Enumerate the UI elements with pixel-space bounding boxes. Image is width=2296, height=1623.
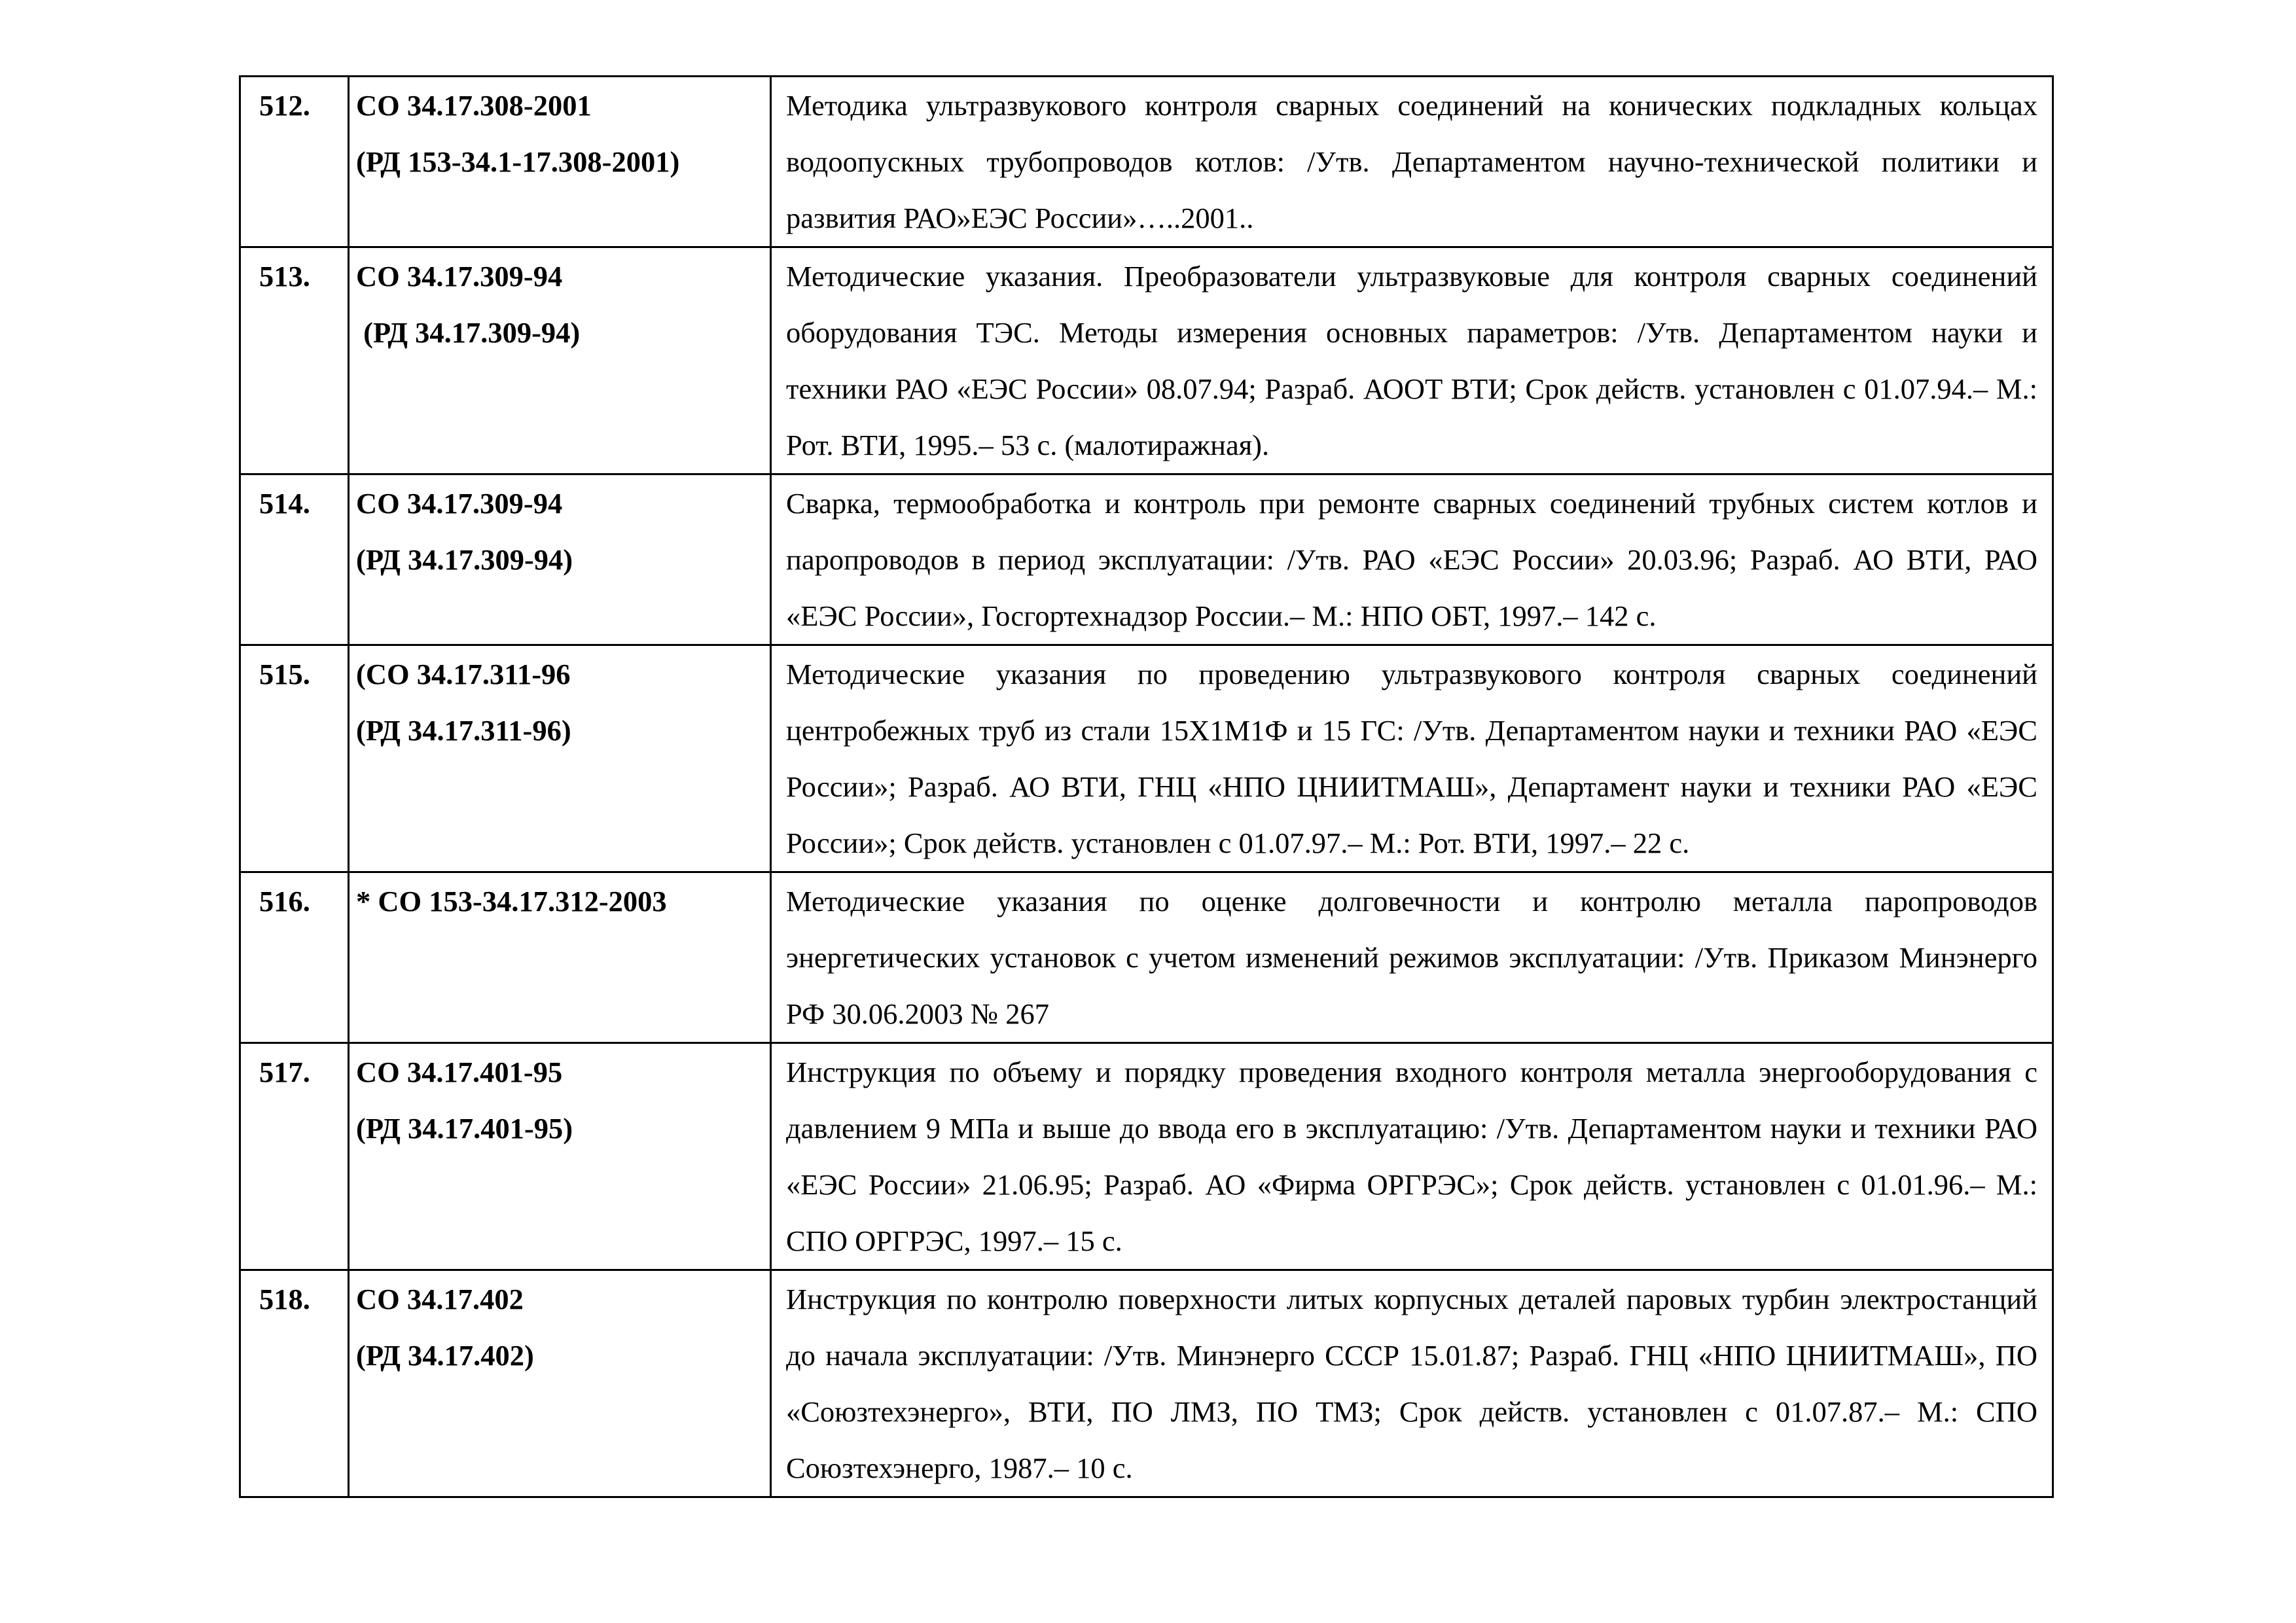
document-description: Инструкция по контролю поверхности литых корпусных деталей паровых турбин электростанций до начала эксплуатации: /Утв. Минэнерго СССР 15.01.87; Разраб. ГНЦ «НПО ЦНИИТМАШ», ПО «Союзтехэнерго», ВТИ, ПО ЛМЗ, ПО ТМЗ; Срок действ. установлен с 01.07.87.– М.: СПО Союзтехэнерго, 1987.– 10 с. [771,1270,2053,1497]
document-description: Методика ультразвукового контроля сварных соединений на конических подкладных кольцах водоопускных трубопроводов котлов: /Утв. Департаментом научно-технической политики и развития РАО»ЕЭС России»…..2001.. [771,77,2053,247]
document-description: Сварка, термообработка и контроль при ремонте сварных соединений трубных систем котлов и паропроводов в период эксплуатации: /Утв. РАО «ЕЭС России» 20.03.96; Разраб. АО ВТИ, РАО «ЕЭС России», Госгортехнадзор России.– М.: НПО ОБТ, 1997.– 142 с. [771,474,2053,645]
table-row [240,872,2053,1043]
document-code-line: (РД 34.17.401-95) [356,1112,573,1145]
table-row [240,247,2053,474]
standards-table-body [240,77,2053,1497]
standards-table [239,75,2054,1498]
entry-number: 512. [240,77,349,247]
entry-number: 518. [240,1270,349,1497]
entry-number: 514. [240,474,349,645]
document-code-cell [349,1043,771,1270]
document-code-line: СО 34.17.401-95 [356,1056,563,1088]
document-description: Инструкция по объему и порядку проведения входного контроля металла энергооборудования с давлением 9 МПа и выше до ввода его в эксплуатацию: /Утв. Департаментом науки и техники РАО «ЕЭС России» 21.06.95; Разраб. АО «Фирма ОРГРЭС»; Срок действ. установлен с 01.01.96.– М.: СПО ОРГРЭС, 1997.– 15 с. [771,1043,2053,1270]
document-code-line: (РД 153-34.1-17.308-2001) [356,145,680,178]
document-code-line: СО 34.17.308-2001 [356,89,592,122]
document-code-line: СО 34.17.309-94 [356,260,563,293]
document-code-line: (РД 34.17.402) [356,1339,534,1372]
document-code-cell [349,474,771,645]
table-row [240,1270,2053,1497]
document-code-line: СО 34.17.309-94 [356,487,563,520]
table-row [240,474,2053,645]
entry-number: 516. [240,872,349,1043]
document-code-cell [349,77,771,247]
document-code-line: СО 34.17.402 [356,1283,524,1315]
document-code-line: * СО 153-34.17.312-2003 [356,885,667,918]
entry-number: 515. [240,645,349,872]
document-description: Методические указания. Преобразователи ультразвуковые для контроля сварных соединений оборудования ТЭС. Методы измерения основных параметров: /Утв. Департаментом науки и техники РАО «ЕЭС России» 08.07.94; Разраб. АООТ ВТИ; Срок действ. установлен с 01.07.94.– М.: Рот. ВТИ, 1995.– 53 с. (малотиражная). [771,247,2053,474]
document-code-line: (СО 34.17.311-96 [356,658,571,690]
document-code-cell [349,872,771,1043]
table-row [240,77,2053,247]
entry-number: 513. [240,247,349,474]
document-description: Методические указания по оценке долговечности и контролю металла паропроводов энергетических установок с учетом изменений режимов эксплуатации: /Утв. Приказом Минэнерго РФ 30.06.2003 № 267 [771,872,2053,1043]
document-code-cell [349,1270,771,1497]
document-code-line: (РД 34.17.311-96) [356,714,571,747]
document-code-cell [349,247,771,474]
document-description: Методические указания по проведению ультразвукового контроля сварных соединений центробежных труб из стали 15Х1М1Ф и 15 ГС: /Утв. Департаментом науки и техники РАО «ЕЭС России»; Разраб. АО ВТИ, ГНЦ «НПО ЦНИИТМАШ», Департамент науки и техники РАО «ЕЭС России»; Срок действ. установлен с 01.07.97.– М.: Рот. ВТИ, 1997.– 22 с. [771,645,2053,872]
table-row [240,645,2053,872]
document-code-cell [349,645,771,872]
document-code-line: (РД 34.17.309-94) [356,543,573,576]
table-row [240,1043,2053,1270]
document-code-line: (РД 34.17.309-94) [356,316,581,349]
entry-number: 517. [240,1043,349,1270]
